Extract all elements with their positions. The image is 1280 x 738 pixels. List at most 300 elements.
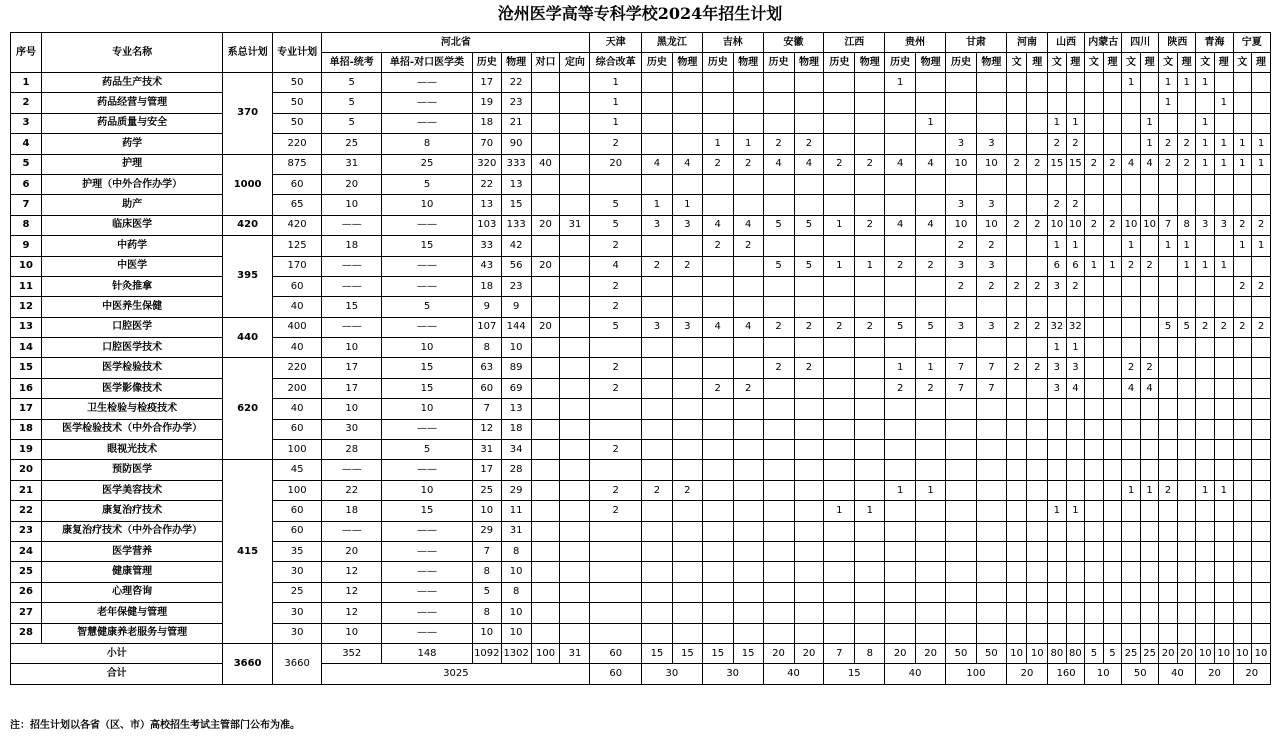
row-seq: 21 [11, 480, 42, 500]
row-cell [1006, 399, 1027, 419]
subtotal-cell: 7 [824, 643, 855, 663]
header-province-3: 吉林 [702, 33, 763, 53]
row-plan: 60 [272, 174, 321, 194]
row-cell [1233, 440, 1252, 460]
row-cell [1252, 582, 1271, 602]
row-cell [672, 460, 702, 480]
row-seq: 19 [11, 440, 42, 460]
row-cell [824, 195, 855, 215]
row-cell: 2 [1233, 215, 1252, 235]
row-cell: 3 [976, 134, 1006, 154]
row-cell [976, 93, 1006, 113]
row-cell: 1 [885, 73, 916, 93]
row-cell [1048, 480, 1067, 500]
header-major-plan: 专业计划 [272, 33, 321, 73]
row-cell [1159, 399, 1178, 419]
row-cell: 2 [1140, 256, 1159, 276]
row-cell [916, 338, 946, 358]
row-cell [531, 521, 560, 541]
row-cell [1027, 460, 1048, 480]
row-cell [1085, 236, 1104, 256]
row-cell: 7 [472, 541, 501, 561]
row-cell: 1 [1103, 256, 1122, 276]
row-cell: 2 [855, 317, 885, 337]
row-cell [976, 603, 1006, 623]
row-cell: 1 [672, 195, 702, 215]
row-cell [1085, 358, 1104, 378]
row-cell: 8 [472, 562, 501, 582]
row-cell [1214, 399, 1233, 419]
row-cell: 3 [672, 317, 702, 337]
row-cell [531, 603, 560, 623]
row-cell [976, 582, 1006, 602]
row-cell: 8 [1177, 215, 1196, 235]
header-province-7: 甘肃 [946, 33, 1007, 53]
row-cell [855, 440, 885, 460]
row-cell: 25 [382, 154, 473, 174]
row-cell: 2 [641, 256, 672, 276]
row-cell [976, 440, 1006, 460]
row-cell: 22 [322, 480, 382, 500]
row-plan: 65 [272, 195, 321, 215]
row-cell [1027, 582, 1048, 602]
row-cell [702, 399, 733, 419]
subtotal-cell: 20 [1177, 643, 1196, 663]
row-cell [1027, 603, 1048, 623]
row-cell [1085, 174, 1104, 194]
row-cell [1214, 358, 1233, 378]
subtotal-row [11, 643, 1271, 663]
row-cell [946, 399, 977, 419]
row-cell: 5 [763, 215, 794, 235]
row-cell [916, 276, 946, 296]
row-cell: 1 [1233, 154, 1252, 174]
row-cell [672, 338, 702, 358]
row-cell [824, 276, 855, 296]
row-cell [794, 399, 824, 419]
header-sub-5-0: 历史 [824, 53, 855, 73]
row-major: 智慧健康养老服务与管理 [41, 623, 222, 643]
row-cell: 3 [672, 215, 702, 235]
row-cell [1122, 338, 1141, 358]
row-cell: 20 [531, 256, 560, 276]
row-cell [560, 297, 590, 317]
row-cell: 20 [590, 154, 642, 174]
row-cell [1122, 521, 1141, 541]
row-cell: 15 [382, 358, 473, 378]
row-cell [763, 236, 794, 256]
row-cell [1140, 195, 1159, 215]
row-cell [641, 174, 672, 194]
row-plan: 100 [272, 480, 321, 500]
row-cell [824, 93, 855, 113]
row-cell [733, 460, 763, 480]
row-cell [763, 582, 794, 602]
row-cell: 1 [1122, 236, 1141, 256]
row-cell [1027, 623, 1048, 643]
row-cell [1122, 399, 1141, 419]
row-cell: 1 [702, 134, 733, 154]
row-cell [733, 419, 763, 439]
row-cell [1214, 460, 1233, 480]
row-cell [1233, 256, 1252, 276]
row-cell: 3 [1048, 378, 1067, 398]
row-major: 医学美容技术 [41, 480, 222, 500]
row-cell [1196, 358, 1215, 378]
row-cell: 1 [855, 501, 885, 521]
row-cell [1233, 399, 1252, 419]
row-cell [855, 338, 885, 358]
table-row [11, 399, 1271, 419]
row-cell: 2 [946, 236, 977, 256]
row-cell [1027, 440, 1048, 460]
table-row [11, 256, 1271, 276]
row-seq: 3 [11, 113, 42, 133]
row-cell: 4 [1066, 378, 1085, 398]
row-major: 针灸推拿 [41, 276, 222, 296]
row-cell: —— [382, 113, 473, 133]
row-cell: 25 [322, 134, 382, 154]
row-cell [1103, 399, 1122, 419]
row-cell: 2 [1159, 480, 1178, 500]
row-cell [824, 460, 855, 480]
row-cell [531, 236, 560, 256]
row-cell: 2 [733, 154, 763, 174]
row-cell [641, 297, 672, 317]
row-cell [1066, 541, 1085, 561]
row-cell [1233, 113, 1252, 133]
row-cell [1066, 93, 1085, 113]
row-cell [1085, 399, 1104, 419]
row-cell [641, 358, 672, 378]
row-cell: 11 [501, 501, 531, 521]
row-plan: 50 [272, 93, 321, 113]
row-plan: 875 [272, 154, 321, 174]
subtotal-cell: 8 [855, 643, 885, 663]
row-cell [946, 338, 977, 358]
row-cell [1177, 582, 1196, 602]
row-cell [641, 236, 672, 256]
row-cell: 1 [590, 73, 642, 93]
row-cell: 2 [1233, 317, 1252, 337]
row-cell [1196, 399, 1215, 419]
row-cell [531, 440, 560, 460]
row-cell: 2 [976, 236, 1006, 256]
row-cell [560, 440, 590, 460]
row-cell [916, 297, 946, 317]
row-cell [1048, 541, 1067, 561]
row-cell [641, 623, 672, 643]
dept-total-cell: 395 [223, 236, 272, 318]
row-cell: 5 [472, 582, 501, 602]
header-province-11: 四川 [1122, 33, 1159, 53]
row-cell [1140, 501, 1159, 521]
header-sub-0-4: 对口 [531, 53, 560, 73]
row-cell [1006, 93, 1027, 113]
row-cell [1085, 297, 1104, 317]
row-cell [531, 460, 560, 480]
row-cell [1027, 521, 1048, 541]
row-cell [855, 73, 885, 93]
subtotal-cell: 15 [733, 643, 763, 663]
subtotal-cell: 80 [1048, 643, 1067, 663]
row-cell: 2 [702, 378, 733, 398]
row-cell: 30 [322, 419, 382, 439]
row-cell [946, 541, 977, 561]
row-cell [916, 419, 946, 439]
row-cell [672, 623, 702, 643]
table-row [11, 134, 1271, 154]
row-cell [1122, 501, 1141, 521]
row-cell: 1 [1252, 134, 1271, 154]
row-cell: 2 [590, 297, 642, 317]
row-cell [560, 195, 590, 215]
row-cell: 1 [1159, 236, 1178, 256]
row-cell [855, 521, 885, 541]
header-sub-10-1: 理 [1103, 53, 1122, 73]
row-seq: 18 [11, 419, 42, 439]
row-cell: 3 [1066, 358, 1085, 378]
header-sub-0-2: 历史 [472, 53, 501, 73]
row-cell: 1 [1214, 480, 1233, 500]
row-cell [1048, 623, 1067, 643]
row-cell: 15 [382, 378, 473, 398]
row-cell [1196, 541, 1215, 561]
row-cell [1066, 480, 1085, 500]
row-cell [560, 582, 590, 602]
row-cell [1103, 276, 1122, 296]
row-cell: 1 [1066, 501, 1085, 521]
row-cell: 2 [1177, 134, 1196, 154]
row-cell [976, 174, 1006, 194]
row-cell: 2 [1027, 317, 1048, 337]
row-cell [1103, 562, 1122, 582]
row-cell: 5 [382, 174, 473, 194]
row-cell [1177, 174, 1196, 194]
row-cell [763, 276, 794, 296]
row-cell [590, 174, 642, 194]
row-cell [855, 378, 885, 398]
row-cell [1159, 582, 1178, 602]
row-cell [733, 93, 763, 113]
row-cell [1196, 297, 1215, 317]
row-cell [560, 460, 590, 480]
row-cell: 5 [322, 113, 382, 133]
row-plan: 60 [272, 521, 321, 541]
row-cell [1196, 378, 1215, 398]
subtotal-cell: 50 [946, 643, 977, 663]
row-cell [1122, 195, 1141, 215]
row-cell [824, 603, 855, 623]
row-plan: 40 [272, 338, 321, 358]
row-cell [976, 113, 1006, 133]
row-cell [1027, 174, 1048, 194]
row-cell [1214, 195, 1233, 215]
row-cell: 2 [824, 154, 855, 174]
row-cell [976, 73, 1006, 93]
row-major: 口腔医学 [41, 317, 222, 337]
row-cell [672, 562, 702, 582]
row-cell: 6 [1048, 256, 1067, 276]
row-cell [702, 460, 733, 480]
row-cell: 10 [946, 215, 977, 235]
header-major: 专业名称 [41, 33, 222, 73]
row-cell [1196, 521, 1215, 541]
row-cell: 5 [763, 256, 794, 276]
row-cell [702, 297, 733, 317]
row-cell [1159, 501, 1178, 521]
row-cell [1066, 460, 1085, 480]
row-cell [794, 338, 824, 358]
row-seq: 20 [11, 460, 42, 480]
row-cell [1214, 113, 1233, 133]
header-province-12: 陕西 [1159, 33, 1196, 53]
row-cell [916, 93, 946, 113]
header-sub-9-0: 文 [1048, 53, 1067, 73]
row-cell: 1 [1196, 256, 1215, 276]
row-cell [1159, 378, 1178, 398]
row-cell [794, 73, 824, 93]
row-cell [885, 460, 916, 480]
row-cell [855, 113, 885, 133]
row-cell [946, 73, 977, 93]
row-cell [733, 256, 763, 276]
subtotal-cell: 10 [1233, 643, 1252, 663]
row-cell [1196, 174, 1215, 194]
row-cell: 2 [1159, 154, 1178, 174]
row-cell [1196, 419, 1215, 439]
row-cell: 1 [1066, 236, 1085, 256]
row-cell [1103, 174, 1122, 194]
row-plan: 40 [272, 399, 321, 419]
row-cell: 4 [733, 317, 763, 337]
row-cell [1066, 419, 1085, 439]
header-sub-3-1: 物理 [733, 53, 763, 73]
row-cell: 1 [641, 195, 672, 215]
row-cell: 19 [472, 93, 501, 113]
row-cell: 2 [976, 276, 1006, 296]
row-cell: 5 [1159, 317, 1178, 337]
row-cell [916, 623, 946, 643]
row-major: 康复治疗技术 [41, 501, 222, 521]
row-major: 药品经营与管理 [41, 93, 222, 113]
row-cell: 107 [472, 317, 501, 337]
row-cell: —— [382, 215, 473, 235]
row-cell: —— [382, 460, 473, 480]
row-cell [1233, 623, 1252, 643]
row-cell [1233, 358, 1252, 378]
row-cell [1103, 541, 1122, 561]
row-cell [1085, 73, 1104, 93]
row-cell: 1 [1214, 154, 1233, 174]
row-cell [763, 113, 794, 133]
row-cell [590, 541, 642, 561]
row-cell: 2 [1006, 154, 1027, 174]
row-cell [976, 419, 1006, 439]
row-cell: 10 [501, 623, 531, 643]
subtotal-cell: 10 [1196, 643, 1215, 663]
row-plan: 40 [272, 297, 321, 317]
row-cell [531, 338, 560, 358]
row-cell [702, 501, 733, 521]
row-cell: 12 [322, 582, 382, 602]
row-cell [702, 541, 733, 561]
row-cell [733, 623, 763, 643]
row-cell: 5 [590, 195, 642, 215]
row-cell [855, 174, 885, 194]
row-cell [1027, 113, 1048, 133]
row-cell [1196, 276, 1215, 296]
row-cell [794, 603, 824, 623]
row-plan: 220 [272, 134, 321, 154]
row-cell [1214, 236, 1233, 256]
row-cell [1066, 562, 1085, 582]
row-cell [855, 541, 885, 561]
row-cell [824, 73, 855, 93]
row-cell [531, 174, 560, 194]
row-cell [641, 338, 672, 358]
row-cell: 8 [472, 338, 501, 358]
header-sub-4-0: 历史 [763, 53, 794, 73]
row-cell [916, 236, 946, 256]
row-cell: 20 [322, 174, 382, 194]
row-cell [672, 276, 702, 296]
row-cell [1085, 501, 1104, 521]
row-cell: 29 [501, 480, 531, 500]
row-cell [1196, 501, 1215, 521]
row-cell [702, 603, 733, 623]
row-cell [916, 440, 946, 460]
row-cell [885, 399, 916, 419]
table-row [11, 215, 1271, 235]
row-cell [794, 562, 824, 582]
row-cell [916, 541, 946, 561]
row-cell: 1 [1122, 73, 1141, 93]
subtotal-cell: 1302 [501, 643, 531, 663]
row-cell: 3 [946, 317, 977, 337]
row-cell [1103, 297, 1122, 317]
row-cell [855, 603, 885, 623]
row-cell [1048, 399, 1067, 419]
subtotal-cell: 148 [382, 643, 473, 663]
header-province-2: 黑龙江 [641, 33, 702, 53]
row-cell: 20 [531, 215, 560, 235]
row-cell: 1 [1048, 236, 1067, 256]
row-cell: 10 [501, 562, 531, 582]
row-cell [1103, 378, 1122, 398]
row-cell: 10 [501, 338, 531, 358]
row-cell: 90 [501, 134, 531, 154]
header-sub-0-0: 单招-统考 [322, 53, 382, 73]
row-cell [1006, 378, 1027, 398]
row-cell [1048, 460, 1067, 480]
row-cell: 1 [1196, 73, 1215, 93]
header-province-0: 河北省 [322, 33, 590, 53]
row-cell [1085, 317, 1104, 337]
table-row [11, 603, 1271, 623]
row-cell [1085, 378, 1104, 398]
row-cell: 2 [794, 134, 824, 154]
row-cell [1006, 195, 1027, 215]
row-cell: 10 [322, 399, 382, 419]
row-cell: 12 [322, 603, 382, 623]
row-cell: 3 [1048, 276, 1067, 296]
row-cell [1027, 195, 1048, 215]
row-cell [641, 440, 672, 460]
row-cell [1085, 276, 1104, 296]
subtotal-cell: 20 [916, 643, 946, 663]
row-cell [1140, 399, 1159, 419]
